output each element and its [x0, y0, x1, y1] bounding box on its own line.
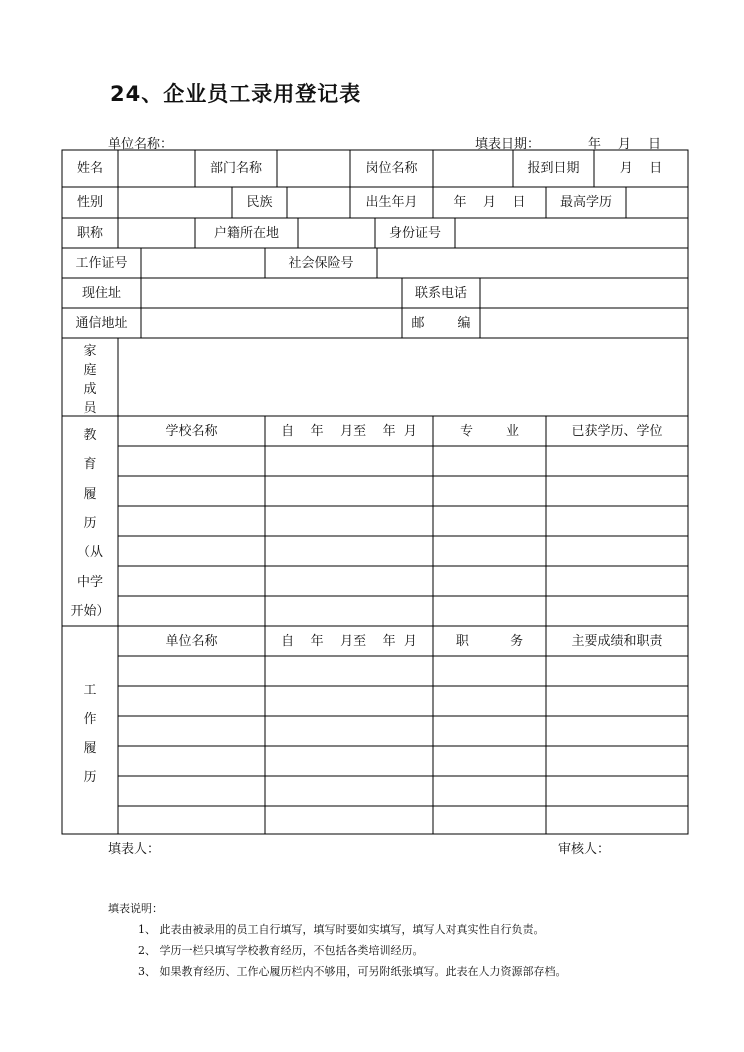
- work-side-char: 作: [83, 712, 97, 727]
- work-side-char: 工: [83, 683, 97, 698]
- report-date-suffix: 月 日: [619, 161, 663, 176]
- education-col-major: 专 业: [459, 423, 520, 439]
- education-col-school: 学校名称: [165, 423, 218, 439]
- address-label: 现住址: [81, 285, 121, 301]
- work-side-char: 履: [83, 741, 97, 756]
- birth-label: 出生年月: [365, 195, 418, 210]
- page-title: 24、企业员工录用登记表: [110, 82, 362, 106]
- family-char: 员: [83, 401, 97, 416]
- family-char: 家: [83, 344, 97, 359]
- work-col-period: 自 年 月至 年 月: [281, 633, 417, 649]
- family-char: 庭: [83, 363, 97, 378]
- work-col-duty: 职 务: [455, 633, 524, 649]
- education-col-period: 自 年 月至 年 月: [281, 423, 417, 439]
- fill-date-month: 月: [618, 137, 632, 152]
- education-side-char: 履: [83, 486, 97, 502]
- work-col-achievements: 主要成绩和职责: [571, 633, 663, 649]
- instructions-heading: 填表说明：: [108, 902, 163, 915]
- education-side-label: [62, 424, 118, 619]
- social-security-label: 社会保险号: [288, 255, 354, 271]
- phone-label: 联系电话: [414, 285, 467, 301]
- instructions: [108, 898, 567, 982]
- instruction-item: 1、 此表由被录用的员工自行填写，填写时要如实填写，填写人对真实性自行负责。: [138, 923, 545, 936]
- instruction-item: 2、 学历一栏只填写学校教育经历，不包括各类培训经历。: [138, 944, 424, 957]
- filler-label: 填表人：: [108, 842, 161, 857]
- id-number-label: 身份证号: [388, 225, 441, 241]
- education-level-label: 最高学历: [559, 195, 612, 210]
- work-side-char: 历: [83, 770, 97, 785]
- family-char: 成: [83, 382, 97, 397]
- education-side-char: （从: [76, 545, 103, 561]
- education-side-char: 历: [83, 515, 97, 531]
- title-rank-label: 职称: [76, 225, 103, 241]
- department-label: 部门名称: [209, 161, 262, 176]
- hukou-label: 户籍所在地: [213, 225, 279, 241]
- gender-label: 性别: [76, 195, 103, 210]
- education-col-degree: 已获学历、学位: [571, 423, 663, 439]
- instruction-item: 3、 如果教育经历、工作心履历栏内不够用，可另附纸张填写。此表在人力资源部存档。: [138, 965, 567, 978]
- reviewer-label: 审核人：: [558, 842, 611, 857]
- name-label: 姓名: [76, 161, 103, 176]
- work-col-company: 单位名称: [165, 633, 218, 649]
- ethnicity-label: 民族: [246, 195, 273, 210]
- fill-date-label: 填表日期：: [475, 137, 541, 152]
- birth-suffix: 年 月 日: [453, 195, 526, 210]
- unit-name-label: 单位名称：: [108, 137, 174, 152]
- postcode-label: 邮 编: [411, 315, 471, 331]
- education-side-char: 中学: [76, 574, 103, 590]
- family-label: [62, 340, 118, 414]
- education-side-char: 育: [83, 457, 97, 473]
- report-date-label: 报到日期: [527, 161, 580, 176]
- education-side-char: 教: [83, 428, 97, 443]
- work-id-label: 工作证号: [75, 255, 128, 271]
- mail-address-label: 通信地址: [75, 315, 128, 331]
- fill-date-year: 年: [588, 137, 602, 152]
- education-side-char: 开始）: [70, 603, 110, 619]
- position-label: 岗位名称: [365, 161, 418, 176]
- work-side-label: [62, 679, 118, 785]
- fill-date-day: 日: [648, 137, 662, 152]
